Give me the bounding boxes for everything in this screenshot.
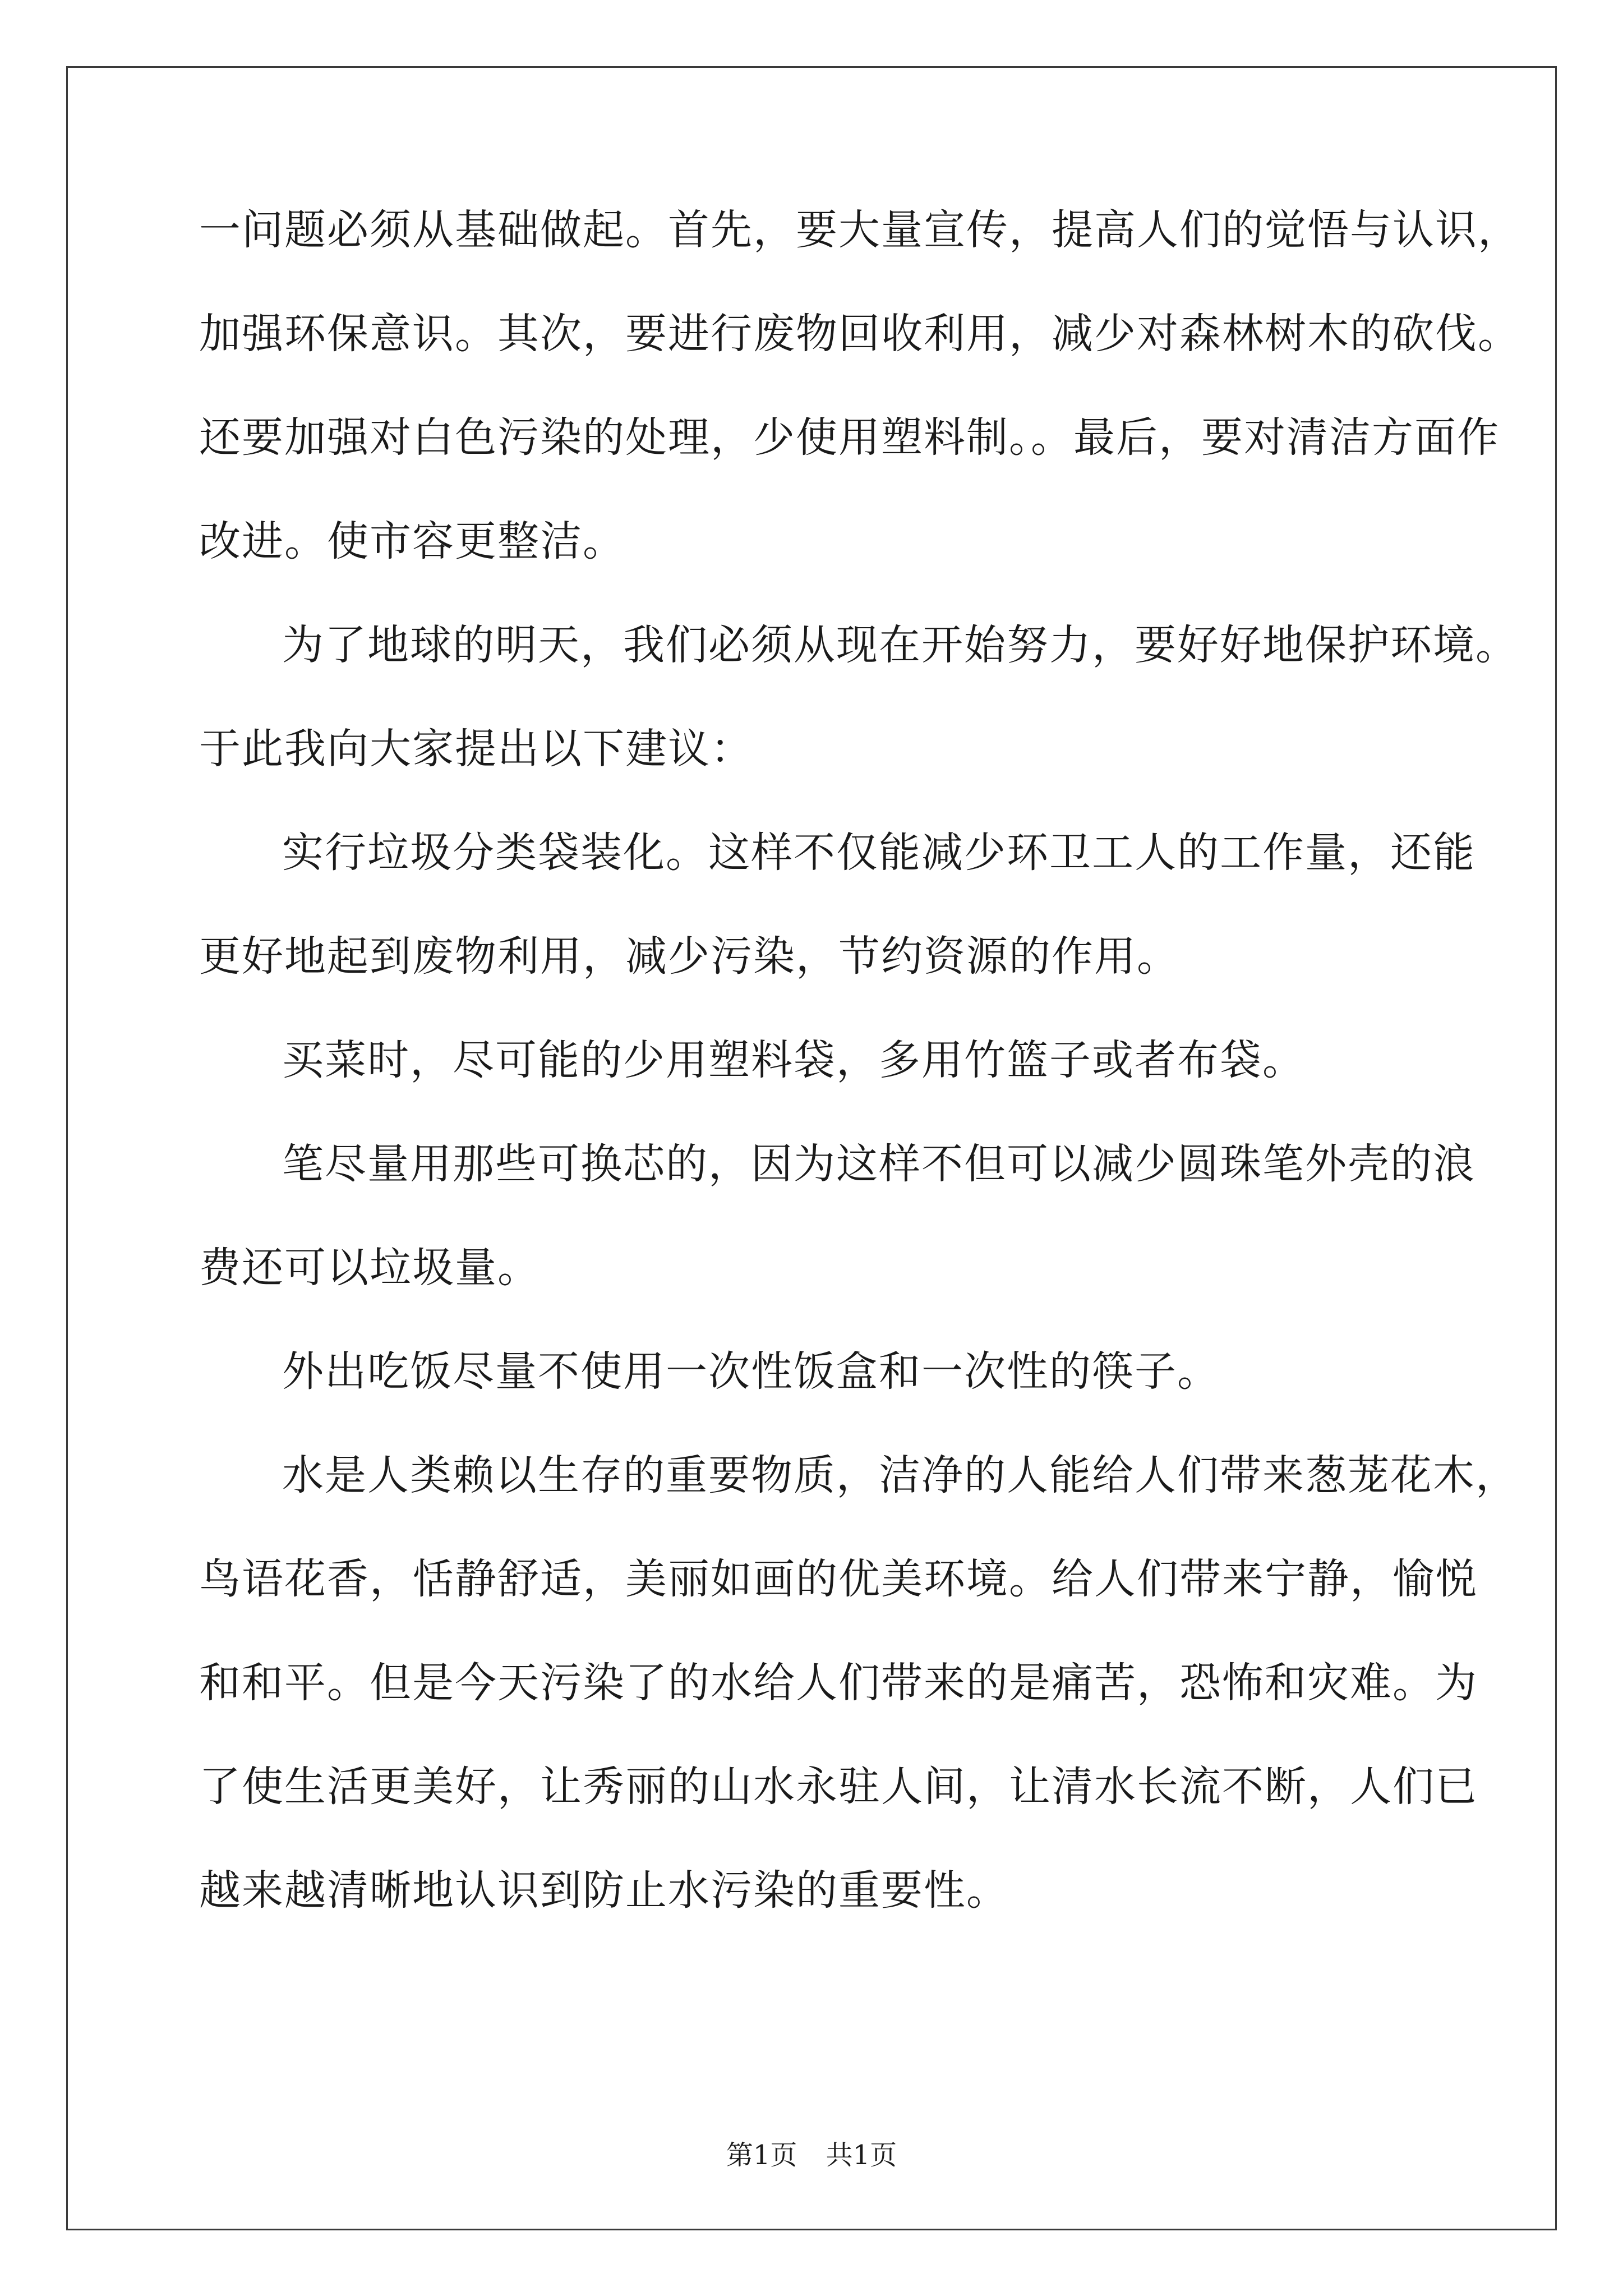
paragraph-start-line: 实行垃圾分类袋装化。这样不仅能减少环卫工人的工作量，还能 [282,829,1476,877]
text-line: 更好地起到废物利用，减少污染，节约资源的作用。 [199,932,1179,981]
paragraph-start-line: 买菜时，尽可能的少用塑料袋，多用竹篮子或者布袋。 [282,1036,1305,1084]
page-number-current: 第1页 [726,2139,797,2171]
text-line: 一问题必须从基础做起。首先，要大量宣传，提高人们的觉悟与认识， [199,206,1520,254]
text-line: 越来越清晰地认识到防止水污染的重要性。 [199,1866,1009,1915]
text-line: 于此我向大家提出以下建议： [199,725,753,773]
document-body [199,202,1520,1966]
paragraph-start-line: 水是人类赖以生存的重要物质，洁净的人能给人们带来葱茏花木， [282,1451,1518,1499]
text-line: 和和平。但是今天污染了的水给人们带来的是痛苦，恐怖和灾难。为 [199,1659,1478,1707]
paragraph-start-line: 笔尽量用那些可换芯的，因为这样不但可以减少圆珠笔外壳的浪 [282,1140,1476,1188]
text-line: 加强环保意识。其次，要进行废物回收利用，减少对森林树木的砍伐。 [199,310,1520,358]
paragraph-start-line: 外出吃饭尽量不使用一次性饭盒和一次性的筷子。 [282,1347,1220,1396]
text-line: 费还可以垃圾量。 [199,1244,540,1292]
page-footer [0,2138,1623,2172]
paragraph-start-line: 为了地球的明天，我们必须从现在开始努力，要好好地保护环境。 [282,621,1518,669]
text-line: 鸟语花香，恬静舒适，美丽如画的优美环境。给人们带来宁静，愉悦 [199,1555,1478,1603]
text-line: 了使生活更美好，让秀丽的山水永驻人间，让清水长流不断，人们已 [199,1763,1478,1811]
page-number-total: 共1页 [826,2139,897,2171]
text-line: 还要加强对白色污染的处理，少使用塑料制。。最后，要对清洁方面作 [199,413,1500,462]
text-line: 改进。使市容更整洁。 [199,517,625,565]
